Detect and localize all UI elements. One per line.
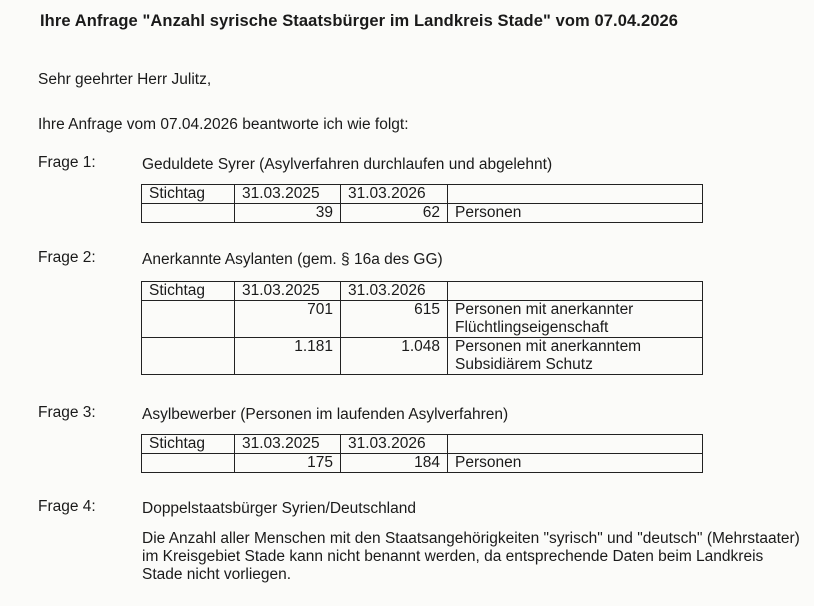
table-header-cell: 31.03.2026 [341,435,448,454]
table-header-cell [448,282,703,301]
question-4-answer: Die Anzahl aller Menschen mit den Staatsangehörigkeiten "syrisch" und "deutsch" (Mehrstaater) im Kreisgebiet Stade kann nicht benannt werden, da entsprechende Daten beim Landkreis Stade nicht vorliegen. [142,530,800,583]
table-row [142,204,703,223]
intro-text: Ihre Anfrage vom 07.04.2026 beantworte ich wie folgt: [38,116,409,133]
question-1-label: Frage 1: [38,154,96,171]
table-cell: 701 [235,301,341,338]
table-header-cell: 31.03.2025 [235,185,341,204]
table-header-cell [448,435,703,454]
question-1-text: Geduldete Syrer (Asylverfahren durchlaufen und abgelehnt) [142,156,553,173]
table-cell: 39 [235,204,341,223]
table-cell [142,454,235,473]
table-row [142,454,703,473]
table-header-cell: Stichtag [142,282,235,301]
table-header-cell: 31.03.2026 [341,185,448,204]
table-cell [142,338,235,375]
question-2-table [141,281,703,375]
table-header-cell: 31.03.2025 [235,435,341,454]
salutation: Sehr geehrter Herr Julitz, [38,71,212,88]
table-row [142,338,703,375]
table-header-row [142,435,703,454]
table-header-cell: 31.03.2025 [235,282,341,301]
table-cell [142,204,235,223]
table-cell: 1.181 [235,338,341,375]
question-3-table [141,434,703,473]
question-2-label: Frage 2: [38,249,96,266]
table-row [142,301,703,338]
table-header-row [142,185,703,204]
question-4-text: Doppelstaatsbürger Syrien/Deutschland [142,500,416,517]
table-cell: Personen mit anerkanntem Subsidiärem Schutz [448,338,703,375]
table-cell: Personen [448,454,703,473]
table-cell: 175 [235,454,341,473]
table-header-row [142,282,703,301]
question-3-text: Asylbewerber (Personen im laufenden Asylverfahren) [142,406,509,423]
table-cell: 1.048 [341,338,448,375]
table-cell [142,301,235,338]
table-cell: 615 [341,301,448,338]
question-2-text: Anerkannte Asylanten (gem. § 16a des GG) [142,251,443,268]
table-cell: 62 [341,204,448,223]
table-header-cell: Stichtag [142,185,235,204]
table-header-cell [448,185,703,204]
question-4-label: Frage 4: [38,498,96,515]
table-header-cell: 31.03.2026 [341,282,448,301]
question-1-table [141,184,703,223]
table-cell: Personen mit anerkannter Flüchtlingseigenschaft [448,301,703,338]
table-cell: 184 [341,454,448,473]
table-header-cell: Stichtag [142,435,235,454]
letter-title: Ihre Anfrage "Anzahl syrische Staatsbürger im Landkreis Stade" vom 07.04.2026 [40,12,679,30]
table-cell: Personen [448,204,703,223]
question-3-label: Frage 3: [38,404,96,421]
